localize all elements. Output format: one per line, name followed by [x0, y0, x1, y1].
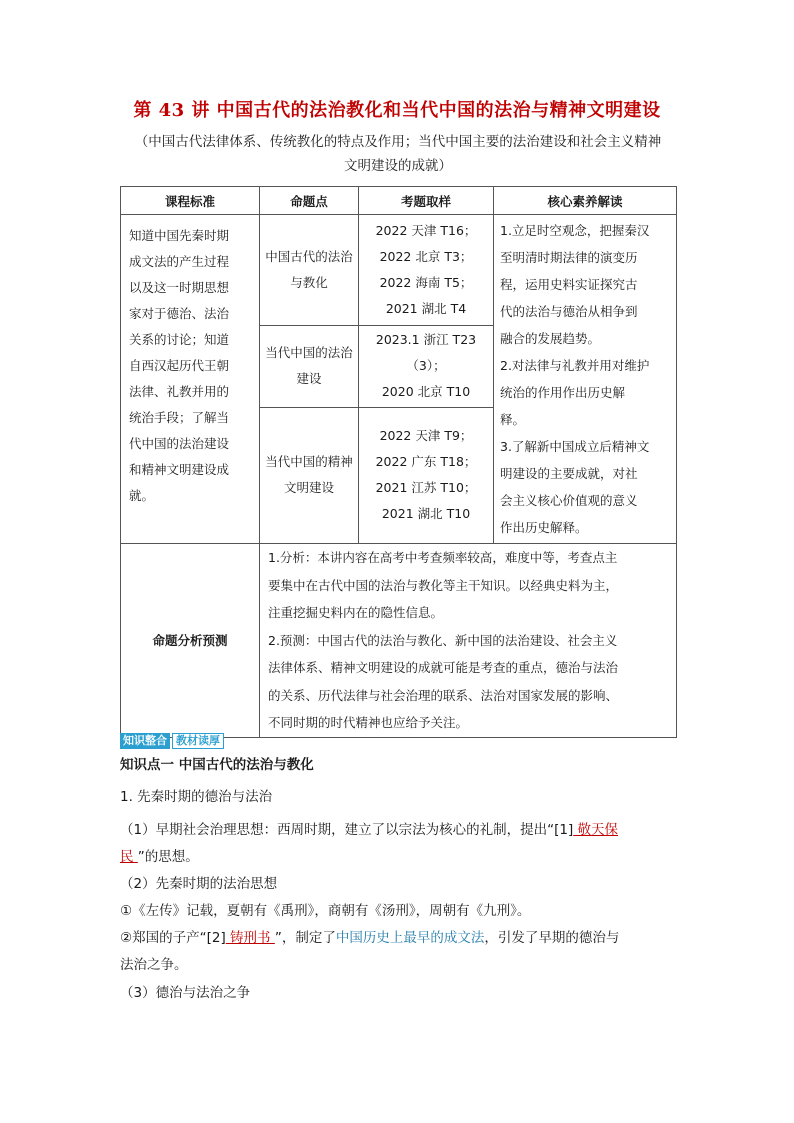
- point-cell: 当代中国的法治 建设: [260, 325, 359, 407]
- paragraph-5: （3）德治与法治之争: [120, 985, 251, 1001]
- paragraph-2: （2）先秦时期的法治思想: [120, 876, 278, 892]
- point-cell: 当代中国的精神 文明建设: [260, 407, 359, 543]
- subsection-heading: 1. 先秦时期的德治与法治: [120, 789, 273, 805]
- page-subtitle: （中国古代法律体系、传统教化的特点及作用；当代中国主要的法治建设和社会主义精神 文明建设的成就）: [134, 134, 662, 174]
- syllabus-table: [120, 186, 677, 738]
- header-standard: 课程标准: [121, 187, 260, 215]
- highlight-term: 中国历史上最早的成文法: [335, 930, 485, 946]
- literacy-cell: 1.立足时空观念，把握秦汉 至明清时期法律的演变历 程，运用史料实证探究古 代的法治与德治从相争到 融合的发展趋势。 2.对法律与礼教并用对维护 统治的作用作出历史解 释。 3.了解新中国成立后精神文 明建设的主要成就，对社 会主义核心价值观的意义 作出历史解释。: [494, 215, 677, 544]
- point-cell: 中国古代的法治 与教化: [260, 215, 359, 326]
- fill-blank-2: 铸刑书: [225, 930, 275, 946]
- header-literacy: 核心素养解读: [494, 187, 677, 215]
- paragraph-1: （1）早期社会治理思想：西周时期，建立了以宗法为核心的礼制，提出“[1] 敬天保 民 ”的思想。: [120, 822, 619, 865]
- section-heading: 知识点一 中国古代的法治与教化: [120, 757, 314, 773]
- fill-blank-1: 敬天保: [573, 822, 619, 838]
- course-standard-cell: 知道中国先秦时期 成文法的产生过程 以及这一时期思想 家对于德治、法治 关系的讨论；知道 自西汉起历代王朝 法律、礼教并用的 统治手段；了解当 代中国的法治建设 和精神文明建设成 就。: [121, 215, 260, 544]
- page-title: 第 43 讲 中国古代的法治教化和当代中国的法治与精神文明建设: [133, 100, 661, 121]
- analysis-cell: 1.分析：本讲内容在高考中考查频率较高，难度中等，考查点主 要集中在古代中国的法治与教化等主干知识。以经典史料为主， 注重挖掘史料内在的隐性信息。 2.预测：中国古代的法治与教化、新中国的法治建设、社会主义 法律体系、精神文明建设的成就可能是考查的重点，德治与法治 的关系、历代法律与社会治理的联系、法治对国家发展的影响、 不同时期的时代精神也应给予关注。: [260, 544, 677, 738]
- table-header-row: [121, 187, 677, 215]
- fill-blank-1-continued: 民: [120, 849, 138, 865]
- analysis-label: 命题分析预测: [121, 544, 260, 738]
- section-tags: [120, 733, 224, 749]
- paragraph-4: ②郑国的子产“[2] 铸刑书 ”，制定了中国历史上最早的成文法，引发了早期的德治与 法治之争。: [120, 930, 620, 973]
- header-sample: 考题取样: [359, 187, 494, 215]
- sample-cell: 2022 天津 T9； 2022 广东 T18； 2021 江苏 T10； 2021 湖北 T10: [359, 407, 494, 543]
- analysis-row: [121, 544, 677, 738]
- tag-textbook-reading: 教材读厚: [172, 733, 224, 749]
- header-point: 命题点: [260, 187, 359, 215]
- sample-cell: 2022 天津 T16； 2022 北京 T3； 2022 海南 T5； 2021 湖北 T4: [359, 215, 494, 326]
- table-row: [121, 215, 677, 326]
- paragraph-3: ①《左传》记载，夏朝有《禹刑》，商朝有《汤刑》，周朝有《九刑》。: [120, 903, 531, 919]
- sample-cell: 2023.1 浙江 T23 （3）； 2020 北京 T10: [359, 325, 494, 407]
- tag-knowledge-integration: 知识整合: [120, 733, 170, 749]
